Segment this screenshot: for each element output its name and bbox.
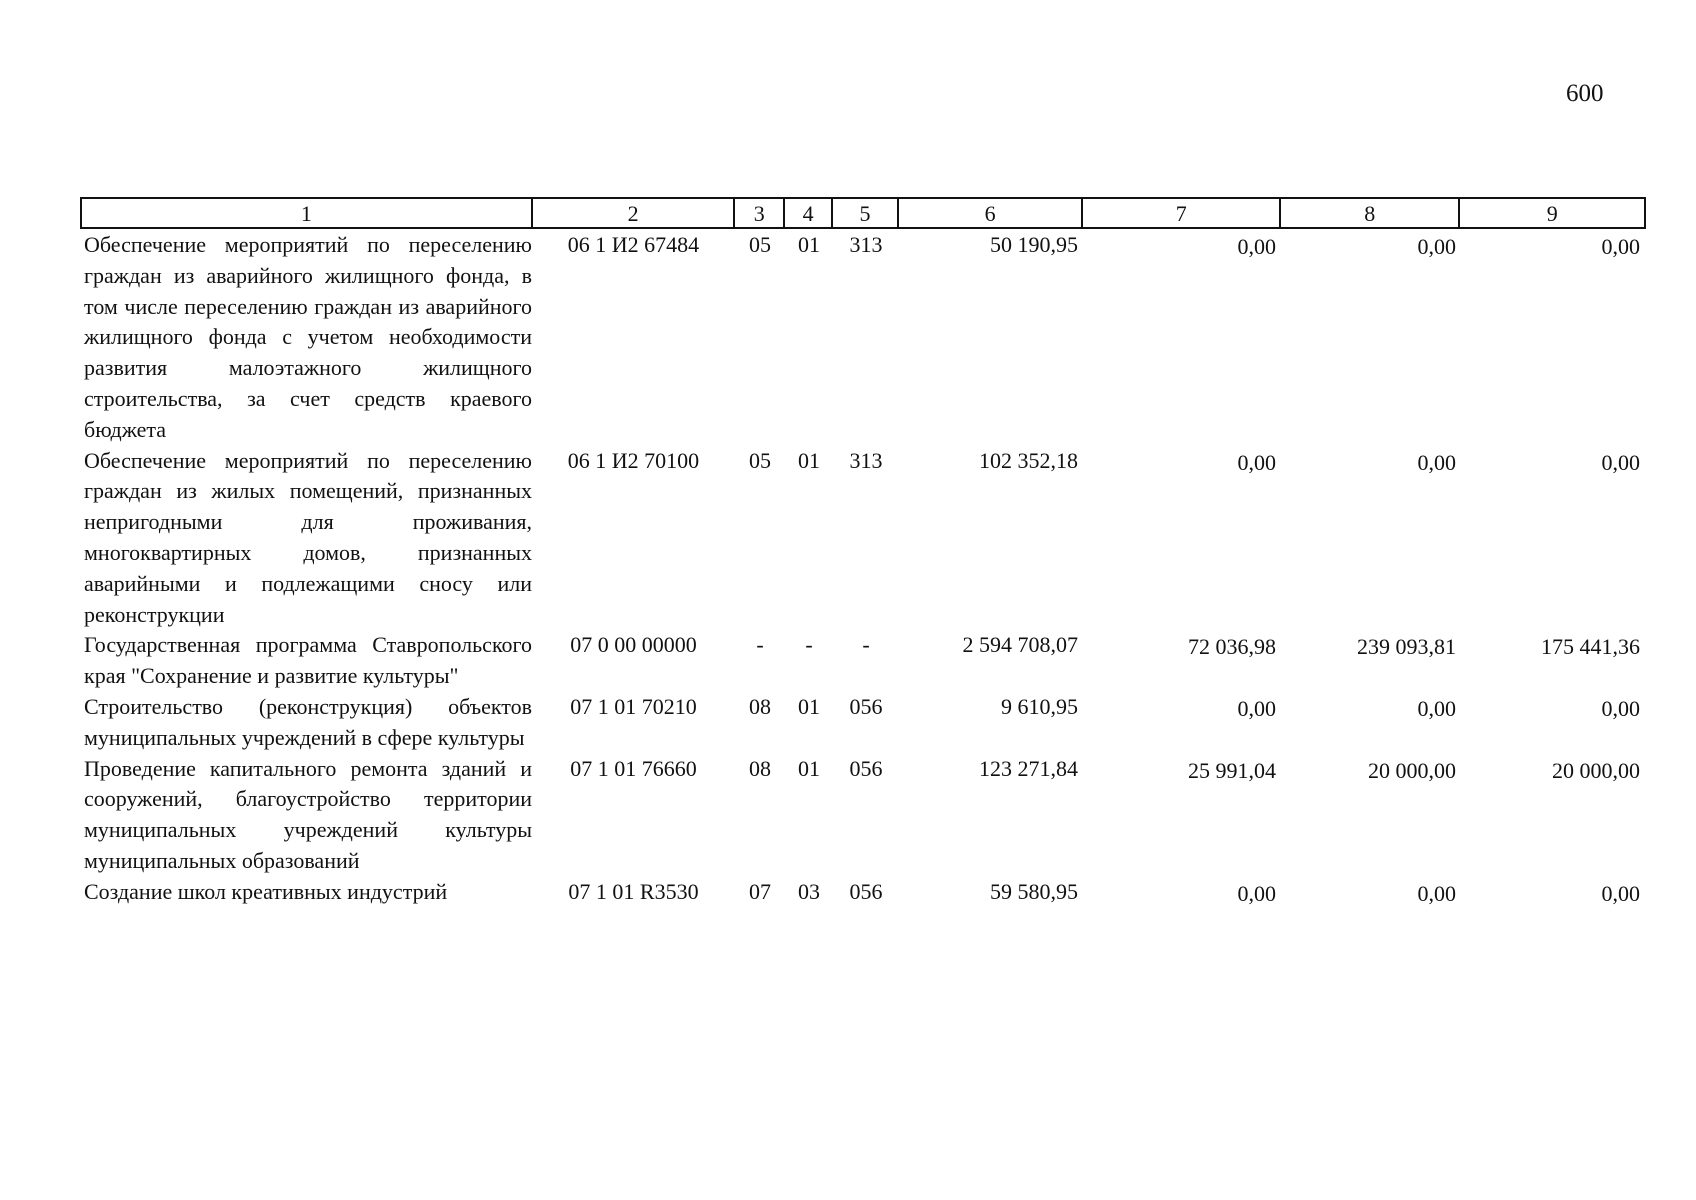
row-col-7: 0,00 — [1237, 449, 1276, 475]
row-col-8: 0,00 — [1417, 880, 1456, 906]
row-col-3: 07 — [749, 878, 771, 904]
row-col-7: 72 036,98 — [1188, 634, 1276, 660]
row-name: Проведение капитального ремонта зданий и сооружений, благоустройство территории муниципальных учреждений культуры муниципальных образований — [84, 755, 532, 873]
row-col-8: 20 000,00 — [1368, 757, 1456, 783]
row-code: 07 1 01 76660 — [570, 755, 697, 781]
row-col-9: 0,00 — [1601, 880, 1640, 906]
table-row — [80, 630, 1646, 692]
row-col-8: 0,00 — [1417, 234, 1456, 259]
row-col-7: 0,00 — [1237, 234, 1276, 259]
row-col-5: 056 — [849, 878, 883, 904]
page-number: 600 — [1566, 80, 1604, 107]
row-col-6: 102 352,18 — [979, 447, 1078, 473]
row-col-4: 03 — [798, 878, 820, 904]
row-code: 06 1 И2 67484 — [567, 232, 700, 257]
row-col-5: - — [862, 632, 870, 658]
row-code: 07 1 01 70210 — [570, 693, 697, 719]
row-col-3: 08 — [749, 693, 771, 719]
row-col-5: 056 — [849, 693, 883, 719]
row-col-4: 01 — [798, 232, 820, 257]
table-row — [80, 877, 1646, 910]
row-col-8: 239 093,81 — [1357, 634, 1456, 660]
row-col-5: 313 — [849, 232, 883, 257]
table-header — [80, 197, 1646, 229]
row-col-3: 08 — [749, 755, 771, 781]
row-col-8: 0,00 — [1417, 695, 1456, 721]
row-col-4: 01 — [798, 755, 820, 781]
row-col-7: 25 991,04 — [1188, 757, 1276, 783]
row-col-6: 50 190,95 — [990, 232, 1078, 257]
table-row — [80, 692, 1646, 754]
row-col-9: 175 441,36 — [1541, 634, 1640, 660]
table-row — [80, 446, 1646, 631]
row-col-8: 0,00 — [1417, 449, 1456, 475]
header-cell-9: 9 — [1546, 201, 1558, 226]
row-code: 07 1 01 R3530 — [568, 878, 699, 904]
row-col-5: 313 — [849, 447, 883, 473]
row-code: 06 1 И2 70100 — [567, 447, 700, 473]
row-col-6: 59 580,95 — [990, 878, 1078, 904]
row-col-6: 9 610,95 — [1001, 693, 1078, 719]
row-col-9: 0,00 — [1601, 449, 1640, 475]
header-cell-1: 1 — [82, 199, 533, 227]
row-col-4: 01 — [798, 447, 820, 473]
header-cell-5: 5 — [833, 199, 899, 227]
header-cell-3: 3 — [735, 199, 785, 227]
row-col-7: 0,00 — [1237, 695, 1276, 721]
row-name: Государственная программа Ставропольского края "Сохранение и развитие культуры" — [84, 632, 532, 689]
row-col-9: 0,00 — [1601, 695, 1640, 721]
row-col-4: 01 — [798, 693, 820, 719]
row-col-6: 2 594 708,07 — [962, 632, 1078, 658]
header-cell-2: 2 — [533, 199, 735, 227]
table-body — [80, 230, 1646, 910]
row-name: Строительство (реконструкция) объектов муниципальных учреждений в сфере культуры — [84, 693, 532, 750]
row-col-9: 0,00 — [1601, 234, 1640, 259]
row-name: Обеспечение мероприятий по переселению граждан из аварийного жилищного фонда, в том числе переселению граждан из аварийного жилищного фонда с учетом необходимости развития малоэтажного жилищного строительства, за счет средств краевого бюджета — [84, 232, 532, 442]
row-col-3: - — [756, 632, 764, 658]
table-row — [80, 230, 1646, 446]
row-col-7: 0,00 — [1237, 880, 1276, 906]
row-col-3: 05 — [749, 232, 771, 257]
row-col-4: - — [805, 632, 813, 658]
header-cell-8: 8 — [1281, 199, 1461, 227]
header-cell-6: 6 — [899, 199, 1084, 227]
table-row — [80, 754, 1646, 877]
row-code: 07 0 00 00000 — [570, 632, 697, 658]
row-name: Обеспечение мероприятий по переселению граждан из жилых помещений, признанных непригодными для проживания, многоквартирных домов, признанных аварийными и подлежащими сносу или реконструкции — [84, 447, 532, 627]
header-cell-4: 4 — [785, 199, 833, 227]
row-col-3: 05 — [749, 447, 771, 473]
row-col-6: 123 271,84 — [979, 755, 1078, 781]
header-cell-7: 7 — [1083, 199, 1281, 227]
row-col-5: 056 — [849, 755, 883, 781]
row-col-9: 20 000,00 — [1552, 757, 1640, 783]
row-name: Создание школ креативных индустрий — [84, 878, 448, 904]
